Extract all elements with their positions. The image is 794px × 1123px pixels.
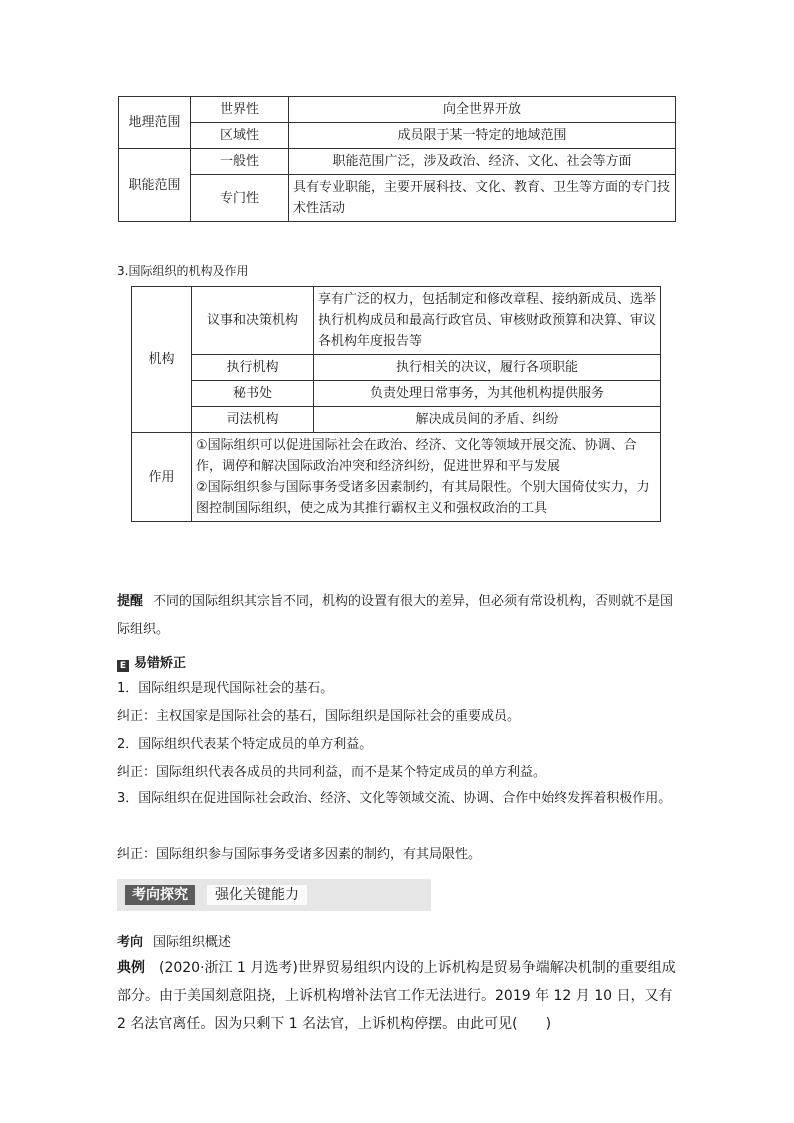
correction-heading xyxy=(117,652,186,672)
correction-statement: 1．国际组织是现代国际社会的基石。 xyxy=(117,681,334,696)
institution-name: 司法机构 xyxy=(192,407,314,433)
scope-table xyxy=(118,96,676,222)
scope-desc: 成员限于某一特定的地域范围 xyxy=(289,123,676,149)
institution-desc: 执行相关的决议，履行各项职能 xyxy=(314,355,661,381)
correction-fix: 纠正：国际组织参与国际事务受诸多因素的制约，有其局限性。 xyxy=(117,847,482,862)
institution-name: 议事和决策机构 xyxy=(192,287,314,355)
kaoxiang-line xyxy=(117,931,231,950)
scope-type: 世界性 xyxy=(191,97,289,123)
institutions-header: 机构 xyxy=(132,287,192,433)
banner-right-tag: 强化关键能力 xyxy=(207,885,307,905)
institution-desc: 享有广泛的权力，包括制定和修改章程、接纳新成员、选举执行机构成员和最高行政官员、审核财政预算和决算、审议各机构年度报告等 xyxy=(314,287,661,355)
table-row xyxy=(119,175,676,222)
section-banner xyxy=(117,879,431,911)
example-paragraph xyxy=(117,954,682,1038)
scope-type: 专门性 xyxy=(191,175,289,222)
table-row xyxy=(132,407,661,433)
scope-desc: 向全世界开放 xyxy=(289,97,676,123)
correction-statement: 2．国际组织代表某个特定成员的单方利益。 xyxy=(117,737,373,752)
scope-desc: 职能范围广泛，涉及政治、经济、文化、社会等方面 xyxy=(289,149,676,175)
org-table xyxy=(131,286,661,522)
institution-name: 秘书处 xyxy=(192,381,314,407)
role-cell xyxy=(192,433,661,522)
func-scope-header: 职能范围 xyxy=(119,149,191,222)
role-point-1: ①国际组织可以促进国际社会在政治、经济、文化等领域开展交流、协调、合作，调停和解决国际政治冲突和经济纠纷，促进世界和平与发展 xyxy=(196,438,637,474)
institution-name: 执行机构 xyxy=(192,355,314,381)
table-row xyxy=(119,97,676,123)
role-point-2: ②国际组织参与国际事务受诸多因素制约，有其局限性。个别大国倚仗实力，力图控制国际组织，使之成为其推行霸权主义和强权政治的工具 xyxy=(196,480,650,516)
correction-fix: 纠正：国际组织代表各成员的共同利益，而不是某个特定成员的单方利益。 xyxy=(117,765,547,780)
scope-desc: 具有专业职能，主要开展科技、文化、教育、卫生等方面的专门技术性活动 xyxy=(289,175,676,222)
geo-scope-header: 地理范围 xyxy=(119,97,191,149)
correction-statement: 3．国际组织在促进国际社会政治、经济、文化等领域交流、协调、合作中始终发挥着积极作用。 xyxy=(117,791,672,806)
institution-desc: 解决成员间的矛盾、纠纷 xyxy=(314,407,661,433)
table-row xyxy=(132,355,661,381)
tip-label: 提醒 xyxy=(117,594,144,609)
scope-type: 一般性 xyxy=(191,149,289,175)
table-row xyxy=(119,149,676,175)
example-label: 典例 xyxy=(117,960,145,976)
table-row xyxy=(119,123,676,149)
kaoxiang-topic: 国际组织概述 xyxy=(153,935,232,950)
tip xyxy=(117,588,682,644)
correction-e-icon: E xyxy=(117,660,129,672)
table-row xyxy=(132,433,661,522)
banner-left-tag: 考向探究 xyxy=(125,885,195,905)
tip-text: 不同的国际组织其宗旨不同，机构的设置有很大的差异，但必须有常设机构，否则就不是国际组织。 xyxy=(117,594,674,637)
table-row xyxy=(132,287,661,355)
correction-heading-text: 易错矫正 xyxy=(134,656,187,671)
table-row xyxy=(132,381,661,407)
kaoxiang-label: 考向 xyxy=(117,935,144,950)
scope-type: 区域性 xyxy=(191,123,289,149)
section-title: 3.国际组织的机构及作用 xyxy=(117,264,249,278)
institution-desc: 负责处理日常事务，为其他机构提供服务 xyxy=(314,381,661,407)
correction-fix: 纠正：主权国家是国际社会的基石，国际组织是国际社会的重要成员。 xyxy=(117,709,521,724)
example-text: (2020·浙江 1 月选考)世界贸易组织内设的上诉机构是贸易争端解决机制的重要组成部分。由于美国刻意阻挠，上诉机构增补法官工作无法进行。2019 年 12 月 10 日，又有 2 名法官离任。因为只剩下 1 名法官，上诉机构停摆。由此可见( ) xyxy=(117,960,676,1032)
role-header: 作用 xyxy=(132,433,192,522)
